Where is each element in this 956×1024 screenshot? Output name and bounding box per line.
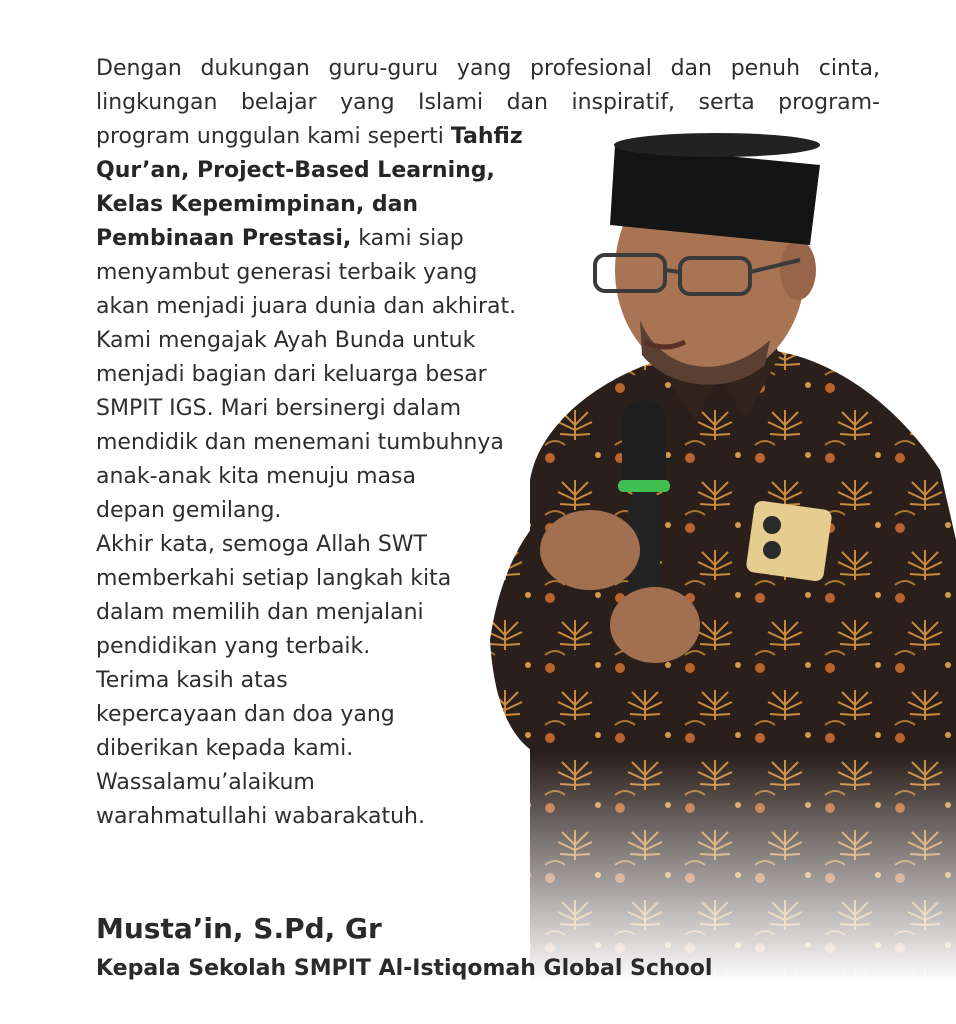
letter-line-6 <box>96 222 464 256</box>
highlight-program-tahfiz: Tahfiz <box>450 124 523 149</box>
highlight-program-line-5: Kelas Kepemimpinan, dan <box>96 192 419 217</box>
letter-line-23: warahmatullahi wabarakatuh. <box>96 804 425 829</box>
letter-line-2: lingkungan belajar yang Islami dan inspiratif, serta program- <box>96 90 880 115</box>
letter-line-6-text: kami siap <box>351 226 464 251</box>
letter-line-3 <box>96 120 523 154</box>
letter-line-20: kepercayaan dan doa yang <box>96 702 395 727</box>
letter-line-9: Kami mengajak Ayah Bunda untuk <box>96 328 476 353</box>
letter-line-15: Akhir kata, semoga Allah SWT <box>96 532 427 557</box>
letter-line-10: menjadi bagian dari keluarga besar <box>96 362 487 387</box>
letter-line-18: pendidikan yang terbaik. <box>96 634 371 659</box>
letter-line-7: menyambut generasi terbaik yang <box>96 260 478 285</box>
letter-line-14: depan gemilang. <box>96 498 282 523</box>
signature-title: Kepala Sekolah SMPIT Al-Istiqomah Global School <box>96 956 713 981</box>
principal-photo <box>470 120 956 1000</box>
highlight-program-prestasi: Pembinaan Prestasi, <box>96 226 352 251</box>
letter-line-11: SMPIT IGS. Mari bersinergi dalam <box>96 396 462 421</box>
signature-name: Musta’in, S.Pd, Gr <box>96 912 382 945</box>
letter-line-12: mendidik dan menemani tumbuhnya <box>96 430 504 455</box>
letter-line-1: Dengan dukungan guru-guru yang profesional dan penuh cinta, <box>96 56 880 81</box>
letter-line-13: anak-anak kita menuju masa <box>96 464 416 489</box>
letter-line-3-text: program unggulan kami seperti <box>96 124 451 149</box>
highlight-program-line-4: Qur’an, Project-Based Learning, <box>96 158 495 183</box>
letter-line-17: dalam memilih dan menjalani <box>96 600 424 625</box>
letter-line-8: akan menjadi juara dunia dan akhirat. <box>96 294 517 319</box>
letter-line-16: memberkahi setiap langkah kita <box>96 566 452 591</box>
letter-line-22: Wassalamu’alaikum <box>96 770 315 795</box>
letter-line-19: Terima kasih atas <box>96 668 288 693</box>
letter-line-21: diberikan kepada kami. <box>96 736 354 761</box>
